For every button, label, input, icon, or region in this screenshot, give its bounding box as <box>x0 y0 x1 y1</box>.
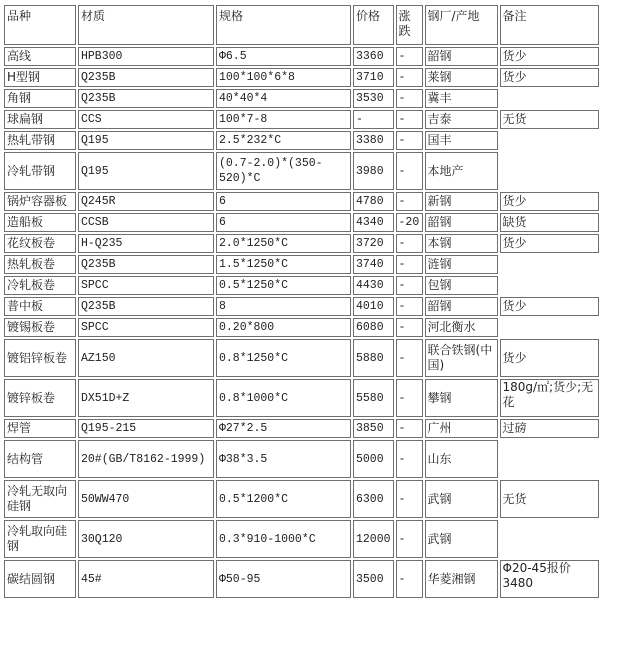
table-row <box>4 89 599 108</box>
cell-mill: 河北衡水 <box>425 318 498 337</box>
cell-change: - <box>396 47 423 66</box>
table-row <box>4 297 599 316</box>
cell-material: 45# <box>78 560 214 598</box>
cell-spec: 0.8*1250*C <box>216 339 351 377</box>
cell-material: HPB300 <box>78 47 214 66</box>
cell-remark <box>500 255 599 274</box>
cell-name: 角钢 <box>4 89 76 108</box>
cell-change: - <box>396 440 423 478</box>
cell-price: - <box>353 110 394 129</box>
cell-mill: 韶钢 <box>425 213 498 232</box>
cell-remark <box>500 131 599 150</box>
cell-remark: 货少 <box>500 192 599 211</box>
cell-mill: 本地产 <box>425 152 498 190</box>
cell-name: 花纹板卷 <box>4 234 76 253</box>
cell-spec: 100*100*6*8 <box>216 68 351 87</box>
cell-material: Q245R <box>78 192 214 211</box>
cell-price: 3720 <box>353 234 394 253</box>
cell-name: 热轧带钢 <box>4 131 76 150</box>
cell-remark: 180g/㎡;货少;无花 <box>500 379 599 417</box>
cell-change: - <box>396 110 423 129</box>
cell-price: 3530 <box>353 89 394 108</box>
cell-mill: 攀钢 <box>425 379 498 417</box>
cell-material: SPCC <box>78 318 214 337</box>
cell-material: 30Q120 <box>78 520 214 558</box>
table-row <box>4 68 599 87</box>
cell-change: - <box>396 560 423 598</box>
cell-spec: 1.5*1250*C <box>216 255 351 274</box>
cell-name: H型钢 <box>4 68 76 87</box>
header-spec: 规格 <box>216 5 351 45</box>
cell-spec: Φ27*2.5 <box>216 419 351 438</box>
cell-name: 结构管 <box>4 440 76 478</box>
cell-mill: 吉泰 <box>425 110 498 129</box>
table-row <box>4 520 599 558</box>
cell-change: - <box>396 339 423 377</box>
cell-name: 冷轧取向硅钢 <box>4 520 76 558</box>
cell-mill: 韶钢 <box>425 47 498 66</box>
cell-change: - <box>396 152 423 190</box>
cell-material: H-Q235 <box>78 234 214 253</box>
cell-spec: Φ50-95 <box>216 560 351 598</box>
cell-mill: 包钢 <box>425 276 498 295</box>
cell-name: 球扁钢 <box>4 110 76 129</box>
cell-name: 镀锌板卷 <box>4 379 76 417</box>
cell-name: 锅炉容器板 <box>4 192 76 211</box>
cell-material: CCSB <box>78 213 214 232</box>
header-row <box>4 5 599 45</box>
cell-material: Q235B <box>78 68 214 87</box>
price-table-container <box>2 3 601 600</box>
cell-change: - <box>396 480 423 518</box>
cell-change: -20 <box>396 213 423 232</box>
cell-mill: 国丰 <box>425 131 498 150</box>
table-row <box>4 192 599 211</box>
cell-change: - <box>396 419 423 438</box>
table-row <box>4 131 599 150</box>
cell-material: Q235B <box>78 255 214 274</box>
cell-remark: 缺货 <box>500 213 599 232</box>
cell-material: Q235B <box>78 89 214 108</box>
cell-change: - <box>396 276 423 295</box>
cell-remark <box>500 318 599 337</box>
cell-spec: 2.0*1250*C <box>216 234 351 253</box>
cell-mill: 广州 <box>425 419 498 438</box>
cell-price: 4780 <box>353 192 394 211</box>
cell-spec: 0.3*910-1000*C <box>216 520 351 558</box>
cell-mill: 武钢 <box>425 520 498 558</box>
cell-remark: 无货 <box>500 110 599 129</box>
cell-material: SPCC <box>78 276 214 295</box>
table-row <box>4 318 599 337</box>
cell-remark: 无货 <box>500 480 599 518</box>
cell-spec: 2.5*232*C <box>216 131 351 150</box>
cell-remark: Φ20-45报价3480 <box>500 560 599 598</box>
cell-name: 普中板 <box>4 297 76 316</box>
cell-change: - <box>396 318 423 337</box>
cell-remark: 货少 <box>500 339 599 377</box>
cell-name: 镀锡板卷 <box>4 318 76 337</box>
cell-change: - <box>396 520 423 558</box>
table-row <box>4 419 599 438</box>
cell-name: 造船板 <box>4 213 76 232</box>
steel-price-table <box>2 3 601 600</box>
cell-spec: Φ6.5 <box>216 47 351 66</box>
cell-change: - <box>396 255 423 274</box>
table-row <box>4 234 599 253</box>
cell-remark <box>500 152 599 190</box>
cell-price: 3380 <box>353 131 394 150</box>
header-material: 材质 <box>78 5 214 45</box>
table-row <box>4 47 599 66</box>
cell-name: 碳结圆钢 <box>4 560 76 598</box>
table-row <box>4 213 599 232</box>
cell-price: 3980 <box>353 152 394 190</box>
cell-mill: 韶钢 <box>425 297 498 316</box>
cell-spec: Φ38*3.5 <box>216 440 351 478</box>
cell-remark: 货少 <box>500 234 599 253</box>
cell-mill: 华菱湘钢 <box>425 560 498 598</box>
cell-name: 冷轧无取向硅钢 <box>4 480 76 518</box>
cell-price: 6300 <box>353 480 394 518</box>
table-row <box>4 560 599 598</box>
cell-price: 5880 <box>353 339 394 377</box>
cell-name: 镀铝锌板卷 <box>4 339 76 377</box>
cell-spec: (0.7-2.0)*(350-520)*C <box>216 152 351 190</box>
table-row <box>4 110 599 129</box>
cell-remark: 货少 <box>500 68 599 87</box>
cell-spec: 100*7-8 <box>216 110 351 129</box>
cell-price: 5580 <box>353 379 394 417</box>
cell-material: 20#(GB/T8162-1999) <box>78 440 214 478</box>
cell-price: 3710 <box>353 68 394 87</box>
cell-material: Q195 <box>78 131 214 150</box>
cell-spec: 0.20*800 <box>216 318 351 337</box>
cell-material: AZ150 <box>78 339 214 377</box>
header-price: 价格 <box>353 5 394 45</box>
cell-mill: 山东 <box>425 440 498 478</box>
cell-spec: 8 <box>216 297 351 316</box>
cell-price: 3850 <box>353 419 394 438</box>
table-row <box>4 276 599 295</box>
cell-change: - <box>396 192 423 211</box>
cell-price: 4430 <box>353 276 394 295</box>
cell-price: 6080 <box>353 318 394 337</box>
cell-change: - <box>396 234 423 253</box>
cell-mill: 联合铁钢(中国) <box>425 339 498 377</box>
cell-material: Q195 <box>78 152 214 190</box>
table-row <box>4 480 599 518</box>
cell-name: 焊管 <box>4 419 76 438</box>
cell-name: 冷轧带钢 <box>4 152 76 190</box>
cell-material: CCS <box>78 110 214 129</box>
cell-remark: 货少 <box>500 297 599 316</box>
header-name: 品种 <box>4 5 76 45</box>
cell-name: 冷轧板卷 <box>4 276 76 295</box>
cell-change: - <box>396 131 423 150</box>
cell-price: 4010 <box>353 297 394 316</box>
cell-mill: 莱钢 <box>425 68 498 87</box>
cell-price: 3360 <box>353 47 394 66</box>
cell-mill: 冀丰 <box>425 89 498 108</box>
cell-mill: 武钢 <box>425 480 498 518</box>
cell-spec: 0.5*1250*C <box>216 276 351 295</box>
header-change: 涨跌 <box>396 5 423 45</box>
cell-change: - <box>396 68 423 87</box>
cell-price: 4340 <box>353 213 394 232</box>
cell-price: 3500 <box>353 560 394 598</box>
table-row <box>4 152 599 190</box>
cell-price: 3740 <box>353 255 394 274</box>
table-row <box>4 440 599 478</box>
cell-material: Q235B <box>78 297 214 316</box>
cell-remark <box>500 440 599 478</box>
cell-material: Q195-215 <box>78 419 214 438</box>
cell-price: 5000 <box>353 440 394 478</box>
header-remark: 备注 <box>500 5 599 45</box>
cell-remark: 过磅 <box>500 419 599 438</box>
cell-price: 12000 <box>353 520 394 558</box>
table-row <box>4 339 599 377</box>
cell-change: - <box>396 379 423 417</box>
cell-material: DX51D+Z <box>78 379 214 417</box>
cell-name: 热轧板卷 <box>4 255 76 274</box>
cell-mill: 新钢 <box>425 192 498 211</box>
cell-change: - <box>396 297 423 316</box>
cell-remark <box>500 276 599 295</box>
cell-spec: 0.8*1000*C <box>216 379 351 417</box>
cell-change: - <box>396 89 423 108</box>
cell-spec: 6 <box>216 192 351 211</box>
header-mill: 钢厂/产地 <box>425 5 498 45</box>
cell-spec: 40*40*4 <box>216 89 351 108</box>
cell-remark <box>500 89 599 108</box>
table-row <box>4 379 599 417</box>
cell-spec: 0.5*1200*C <box>216 480 351 518</box>
cell-remark <box>500 520 599 558</box>
table-row <box>4 255 599 274</box>
cell-material: 50WW470 <box>78 480 214 518</box>
cell-mill: 涟钢 <box>425 255 498 274</box>
cell-spec: 6 <box>216 213 351 232</box>
cell-remark: 货少 <box>500 47 599 66</box>
cell-name: 高线 <box>4 47 76 66</box>
cell-mill: 本钢 <box>425 234 498 253</box>
